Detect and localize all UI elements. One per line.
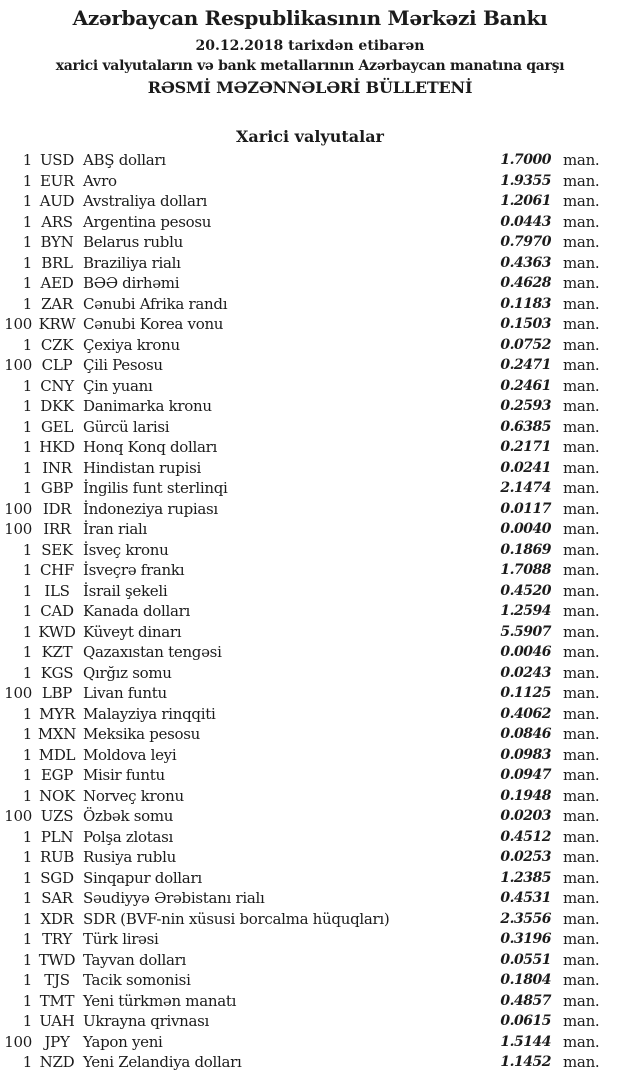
currency-name: Türk lirəsi	[83, 930, 159, 949]
currency-name: Malayziya rinqqiti	[83, 704, 216, 723]
currency-name: Gürcü larisi	[83, 417, 170, 436]
currency-code: AED	[40, 274, 74, 293]
rate-value: 0.4363	[500, 254, 551, 271]
manat-unit-label: man.	[563, 171, 600, 190]
currency-code: LBP	[41, 684, 73, 703]
manat-unit-label: man.	[563, 766, 600, 785]
bank-name-title: Azərbaycan Respublikasının Mərkəzi Bankı	[72, 6, 548, 30]
currency-name: İsveçrə frankı	[83, 561, 185, 580]
currency-name: ABŞ dolları	[83, 151, 166, 170]
rate-value: 0.0615	[500, 1013, 551, 1030]
manat-unit-label: man.	[563, 950, 600, 969]
exchange-rates-table	[0, 150, 620, 1073]
rate-value: 0.1869	[500, 541, 551, 558]
manat-unit-label: man.	[563, 499, 600, 518]
rate-row	[0, 704, 620, 725]
currency-name: Argentina pesosu	[83, 212, 212, 231]
unit-quantity: 100	[4, 520, 32, 539]
rate-value: 0.6385	[500, 418, 551, 435]
unit-quantity: 1	[22, 212, 32, 231]
rate-value: 0.0241	[500, 459, 551, 476]
currency-name: Hindistan rupisi	[83, 458, 201, 477]
currency-name: Avstraliya dolları	[83, 192, 208, 211]
rate-row	[0, 888, 620, 909]
unit-quantity: 1	[22, 909, 32, 928]
manat-unit-label: man.	[563, 294, 600, 313]
currency-name: Misir funtu	[83, 766, 165, 785]
currency-code: ARS	[41, 212, 73, 231]
manat-unit-label: man.	[563, 356, 600, 375]
manat-unit-label: man.	[563, 335, 600, 354]
unit-quantity: 100	[4, 807, 32, 826]
bulletin-title: RƏSMİ MƏZƏNNƏLƏRİ BÜLLETENİ	[147, 78, 473, 97]
currency-code: DKK	[40, 397, 74, 416]
unit-quantity: 1	[22, 458, 32, 477]
currency-code: CLP	[41, 356, 73, 375]
unit-quantity: 1	[22, 479, 32, 498]
rate-value: 1.2061	[500, 193, 551, 210]
manat-unit-label: man.	[563, 1032, 600, 1051]
unit-quantity: 1	[22, 581, 32, 600]
manat-unit-label: man.	[563, 643, 600, 662]
unit-quantity: 1	[22, 827, 32, 846]
rate-value: 0.2171	[500, 439, 551, 456]
manat-unit-label: man.	[563, 581, 600, 600]
unit-quantity: 1	[22, 1053, 32, 1072]
rate-value: 2.3556	[500, 910, 551, 927]
currency-name: İndoneziya rupiası	[83, 499, 218, 518]
currency-code: EUR	[40, 171, 74, 190]
unit-quantity: 100	[4, 356, 32, 375]
rate-row	[0, 745, 620, 766]
unit-quantity: 1	[22, 622, 32, 641]
manat-unit-label: man.	[563, 725, 600, 744]
currency-name: Tayvan dolları	[83, 950, 187, 969]
unit-quantity: 1	[22, 417, 32, 436]
rate-row	[0, 601, 620, 622]
rate-row	[0, 314, 620, 335]
manat-unit-label: man.	[563, 663, 600, 682]
rate-row	[0, 560, 620, 581]
currency-name: Rusiya rublu	[83, 848, 176, 867]
currency-code: CAD	[40, 602, 74, 621]
unit-quantity: 1	[22, 745, 32, 764]
currency-name: Norveç kronu	[83, 786, 184, 805]
unit-quantity: 1	[22, 704, 32, 723]
currency-name: Livan funtu	[83, 684, 167, 703]
currency-code: NZD	[39, 1053, 75, 1072]
rate-value: 5.5907	[500, 623, 551, 640]
currency-code: RUB	[39, 848, 75, 867]
rate-value: 1.5144	[500, 1033, 551, 1050]
rate-row	[0, 355, 620, 376]
unit-quantity: 1	[22, 930, 32, 949]
rate-value: 0.0040	[500, 521, 551, 538]
manat-unit-label: man.	[563, 684, 600, 703]
currency-name: İran rialı	[83, 520, 147, 539]
rate-value: 0.1183	[500, 295, 551, 312]
manat-unit-label: man.	[563, 991, 600, 1010]
rate-value: 0.4628	[500, 275, 551, 292]
manat-unit-label: man.	[563, 827, 600, 846]
rate-row	[0, 437, 620, 458]
currency-name: Cənubi Afrika randı	[83, 294, 228, 313]
rate-value: 1.1452	[500, 1054, 551, 1071]
rate-row	[0, 847, 620, 868]
rate-value: 0.1948	[500, 787, 551, 804]
manat-unit-label: man.	[563, 479, 600, 498]
rate-row	[0, 212, 620, 233]
manat-unit-label: man.	[563, 848, 600, 867]
unit-quantity: 1	[22, 561, 32, 580]
rate-value: 1.2385	[500, 869, 551, 886]
manat-unit-label: man.	[563, 540, 600, 559]
manat-unit-label: man.	[563, 930, 600, 949]
manat-unit-label: man.	[563, 745, 600, 764]
currency-code: TWD	[38, 950, 76, 969]
rate-row	[0, 1032, 620, 1053]
manat-unit-label: man.	[563, 417, 600, 436]
currency-code: KGS	[40, 663, 74, 682]
manat-unit-label: man.	[563, 212, 600, 231]
currency-code: GBP	[40, 479, 74, 498]
rate-value: 0.1804	[500, 972, 551, 989]
manat-unit-label: man.	[563, 971, 600, 990]
manat-unit-label: man.	[563, 520, 600, 539]
rate-row	[0, 622, 620, 643]
rate-row	[0, 232, 620, 253]
rate-row	[0, 929, 620, 950]
unit-quantity: 1	[22, 294, 32, 313]
currency-code: TRY	[42, 930, 72, 949]
currency-name: Yeni türkmən manatı	[83, 991, 237, 1010]
currency-code: IRR	[43, 520, 71, 539]
currency-code: SGD	[40, 868, 74, 887]
rate-value: 0.0947	[500, 767, 551, 784]
unit-quantity: 100	[4, 684, 32, 703]
unit-quantity: 1	[22, 151, 32, 170]
currency-name: Çin yuanı	[83, 376, 153, 395]
currency-code: MXN	[37, 725, 77, 744]
manat-unit-label: man.	[563, 807, 600, 826]
currency-code: IDR	[42, 499, 72, 518]
currency-name: Belarus rublu	[83, 233, 183, 252]
currency-code: INR	[42, 458, 72, 477]
currency-name: SDR (BVF-nin xüsusi borcalma hüquqları)	[83, 909, 390, 928]
currency-code: UAH	[39, 1012, 75, 1031]
currency-name: İsveç kronu	[83, 540, 169, 559]
currency-code: BYN	[40, 233, 74, 252]
unit-quantity: 1	[22, 786, 32, 805]
currency-name: Küveyt dinarı	[83, 622, 182, 641]
unit-quantity: 1	[22, 438, 32, 457]
currency-name: Kanada dolları	[83, 602, 191, 621]
currency-code: XDR	[40, 909, 74, 928]
currency-code: NOK	[39, 786, 75, 805]
unit-quantity: 1	[22, 950, 32, 969]
currency-code: PLN	[40, 827, 74, 846]
rate-row	[0, 1011, 620, 1032]
rate-value: 0.0983	[500, 746, 551, 763]
unit-quantity: 1	[22, 991, 32, 1010]
unit-quantity: 1	[22, 376, 32, 395]
manat-unit-label: man.	[563, 602, 600, 621]
rate-value: 0.4531	[500, 890, 551, 907]
rate-value: 0.0046	[500, 644, 551, 661]
manat-unit-label: man.	[563, 704, 600, 723]
currency-code: CNY	[40, 376, 74, 395]
currency-name: Honq Konq dolları	[83, 438, 218, 457]
rate-value: 0.2593	[500, 398, 551, 415]
unit-quantity: 1	[22, 397, 32, 416]
section-title-foreign-currencies: Xarici valyutalar	[236, 127, 384, 146]
currency-code: CZK	[40, 335, 74, 354]
unit-quantity: 1	[22, 540, 32, 559]
rate-value: 0.0203	[500, 808, 551, 825]
unit-quantity: 100	[4, 499, 32, 518]
manat-unit-label: man.	[563, 274, 600, 293]
currency-code: BRL	[41, 253, 73, 272]
unit-quantity: 1	[22, 889, 32, 908]
rate-row	[0, 724, 620, 745]
rate-value: 0.4062	[500, 705, 551, 722]
manat-unit-label: man.	[563, 192, 600, 211]
unit-quantity: 100	[4, 315, 32, 334]
manat-unit-label: man.	[563, 151, 600, 170]
rate-value: 1.7000	[500, 152, 551, 169]
rate-value: 2.1474	[500, 480, 551, 497]
rate-row	[0, 581, 620, 602]
rate-row	[0, 396, 620, 417]
currency-name: Qazaxıstan tengəsi	[83, 643, 222, 662]
rate-row	[0, 663, 620, 684]
rate-row	[0, 765, 620, 786]
currency-code: CHF	[39, 561, 75, 580]
manat-unit-label: man.	[563, 233, 600, 252]
currency-name: İngilis funt sterlinqi	[83, 479, 228, 498]
rate-row	[0, 991, 620, 1012]
currency-code: ILS	[44, 581, 70, 600]
rate-row	[0, 478, 620, 499]
rate-row	[0, 253, 620, 274]
currency-name: Ukrayna qrivnası	[83, 1012, 210, 1031]
rate-value: 0.2461	[500, 377, 551, 394]
currency-code: AUD	[39, 192, 75, 211]
rate-value: 1.9355	[500, 172, 551, 189]
rate-row	[0, 150, 620, 171]
rate-row	[0, 950, 620, 971]
currency-code: TMT	[39, 991, 75, 1010]
rate-value: 0.4520	[500, 582, 551, 599]
manat-unit-label: man.	[563, 622, 600, 641]
currency-code: USD	[39, 151, 75, 170]
rate-row	[0, 827, 620, 848]
rate-row	[0, 909, 620, 930]
rate-value: 0.0752	[500, 336, 551, 353]
currency-name: Polşa zlotası	[83, 827, 174, 846]
rate-value: 0.0443	[500, 213, 551, 230]
rate-value: 1.7088	[500, 562, 551, 579]
manat-unit-label: man.	[563, 561, 600, 580]
unit-quantity: 1	[22, 192, 32, 211]
rate-row	[0, 376, 620, 397]
rate-value: 0.0243	[500, 664, 551, 681]
rate-value: 0.1125	[500, 685, 551, 702]
currency-name: Braziliya rialı	[83, 253, 181, 272]
currency-name: Moldova leyi	[83, 745, 177, 764]
currency-name: Danimarka kronu	[83, 397, 212, 416]
currency-code: SEK	[41, 540, 73, 559]
manat-unit-label: man.	[563, 253, 600, 272]
unit-quantity: 1	[22, 233, 32, 252]
rate-row	[0, 458, 620, 479]
manat-unit-label: man.	[563, 1012, 600, 1031]
manat-unit-label: man.	[563, 315, 600, 334]
unit-quantity: 1	[22, 274, 32, 293]
rate-value: 0.0253	[500, 849, 551, 866]
unit-quantity: 1	[22, 725, 32, 744]
currency-name: Çili Pesosu	[83, 356, 163, 375]
rate-value: 0.0117	[500, 500, 551, 517]
rate-row	[0, 499, 620, 520]
currency-name: Yapon yeni	[83, 1032, 163, 1051]
currency-code: UZS	[40, 807, 74, 826]
unit-quantity: 1	[22, 868, 32, 887]
unit-quantity: 1	[22, 663, 32, 682]
currency-code: KZT	[41, 643, 73, 662]
currency-name: Sinqapur dolları	[83, 868, 202, 887]
currency-name: Avro	[83, 171, 117, 190]
rate-value: 0.4857	[500, 992, 551, 1009]
currency-name: Meksika pesosu	[83, 725, 200, 744]
manat-unit-label: man.	[563, 1053, 600, 1072]
rate-row	[0, 642, 620, 663]
unit-quantity: 1	[22, 1012, 32, 1031]
rate-row	[0, 806, 620, 827]
rate-row	[0, 868, 620, 889]
currency-code: HKD	[39, 438, 75, 457]
rate-row	[0, 417, 620, 438]
currency-code: MYR	[39, 704, 75, 723]
currency-code: TJS	[44, 971, 70, 990]
rate-row	[0, 335, 620, 356]
subtitle-line: xarici valyutaların və bank metallarının Azərbaycan manatına qarşı	[55, 58, 565, 74]
currency-code: GEL	[41, 417, 73, 436]
currency-name: Qırğız somu	[83, 663, 172, 682]
rate-value: 0.0551	[500, 951, 551, 968]
rate-row	[0, 294, 620, 315]
rate-value: 0.0846	[500, 726, 551, 743]
rate-row	[0, 786, 620, 807]
rate-row	[0, 171, 620, 192]
unit-quantity: 100	[4, 1032, 32, 1051]
rate-value: 1.2594	[500, 603, 551, 620]
unit-quantity: 1	[22, 253, 32, 272]
currency-code: JPY	[44, 1032, 70, 1051]
currency-name: Cənubi Korea vonu	[83, 315, 224, 334]
currency-name: Yeni Zelandiya dolları	[83, 1053, 242, 1072]
unit-quantity: 1	[22, 602, 32, 621]
unit-quantity: 1	[22, 848, 32, 867]
currency-name: İsrail şekeli	[83, 581, 168, 600]
rate-row	[0, 1052, 620, 1073]
rate-value: 0.3196	[500, 931, 551, 948]
currency-code: KWD	[38, 622, 76, 641]
rate-value: 0.7970	[500, 234, 551, 251]
rate-row	[0, 273, 620, 294]
currency-code: KRW	[38, 315, 76, 334]
unit-quantity: 1	[22, 643, 32, 662]
effective-date-line: 20.12.2018 tarixdən etibarən	[195, 38, 425, 54]
rate-row	[0, 191, 620, 212]
currency-code: ZAR	[41, 294, 73, 313]
currency-code: EGP	[40, 766, 74, 785]
currency-code: SAR	[41, 889, 73, 908]
currency-name: Səudiyyə Ərəbistanı rialı	[83, 889, 265, 908]
currency-name: BƏƏ dirhəmi	[83, 274, 180, 293]
unit-quantity: 1	[22, 335, 32, 354]
manat-unit-label: man.	[563, 786, 600, 805]
rate-row	[0, 970, 620, 991]
rate-value: 0.4512	[500, 828, 551, 845]
rate-row	[0, 683, 620, 704]
currency-code: MDL	[38, 745, 76, 764]
rate-row	[0, 519, 620, 540]
manat-unit-label: man.	[563, 909, 600, 928]
rate-value: 0.1503	[500, 316, 551, 333]
rate-row	[0, 540, 620, 561]
currency-name: Çexiya kronu	[83, 335, 180, 354]
unit-quantity: 1	[22, 171, 32, 190]
manat-unit-label: man.	[563, 397, 600, 416]
unit-quantity: 1	[22, 971, 32, 990]
unit-quantity: 1	[22, 766, 32, 785]
manat-unit-label: man.	[563, 438, 600, 457]
manat-unit-label: man.	[563, 889, 600, 908]
currency-name: Özbək somu	[83, 807, 174, 826]
rate-value: 0.2471	[500, 357, 551, 374]
manat-unit-label: man.	[563, 376, 600, 395]
currency-name: Tacik somonisi	[83, 971, 191, 990]
manat-unit-label: man.	[563, 868, 600, 887]
manat-unit-label: man.	[563, 458, 600, 477]
